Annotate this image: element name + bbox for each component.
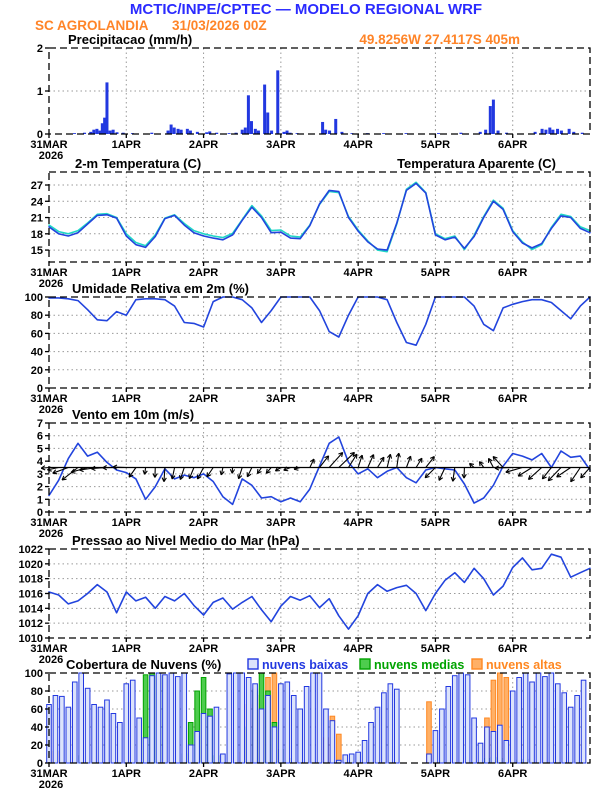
cloud-cover-title: Cobertura de Nuvens (%) bbox=[66, 657, 221, 672]
x-tick-label: 4APR bbox=[343, 768, 372, 780]
y-tick-label: 20 bbox=[31, 740, 43, 752]
y-tick-label: 6 bbox=[37, 431, 43, 443]
humidity-y-axis bbox=[25, 292, 49, 395]
y-tick-label: 21 bbox=[31, 213, 43, 225]
y-tick-label: 100 bbox=[25, 292, 43, 304]
y-tick-label: 80 bbox=[31, 310, 43, 322]
humidity-chart bbox=[25, 292, 590, 416]
x-tick-label: 31MAR bbox=[30, 267, 67, 279]
y-tick-label: 60 bbox=[31, 704, 43, 716]
x-tick-label: 6APR bbox=[498, 267, 527, 279]
station-label: SC AGROLANDIA bbox=[35, 18, 149, 33]
y-tick-label: 24 bbox=[31, 196, 44, 208]
x-axis-year: 2026 bbox=[39, 404, 63, 416]
run-datetime: 31/03/2026 00Z bbox=[172, 18, 267, 33]
y-tick-label: 40 bbox=[31, 722, 43, 734]
y-tick-label: 18 bbox=[31, 229, 43, 241]
y-tick-label: 15 bbox=[31, 245, 43, 257]
cloud-cover-chart bbox=[25, 668, 590, 791]
y-tick-label: 0 bbox=[37, 758, 43, 770]
x-tick-label: 3APR bbox=[266, 139, 295, 151]
y-tick-label: 100 bbox=[25, 668, 43, 680]
mid-clouds-swatch bbox=[360, 659, 370, 669]
y-tick-label: 0 bbox=[37, 129, 43, 141]
x-axis-year: 2026 bbox=[39, 278, 63, 290]
x-tick-label: 2APR bbox=[189, 393, 218, 405]
x-tick-label: 2APR bbox=[189, 139, 218, 151]
temperature-chart bbox=[30, 172, 590, 290]
x-tick-label: 3APR bbox=[266, 517, 295, 529]
y-tick-label: 40 bbox=[31, 347, 43, 359]
x-tick-label: 1APR bbox=[112, 139, 141, 151]
y-tick-label: 60 bbox=[31, 328, 43, 340]
y-tick-label: 1010 bbox=[19, 633, 43, 645]
y-tick-label: 1016 bbox=[19, 589, 43, 601]
x-tick-label: 4APR bbox=[343, 393, 372, 405]
wind-title: Vento em 10m (m/s) bbox=[72, 407, 194, 422]
y-tick-label: 7 bbox=[37, 418, 43, 430]
x-axis-year: 2026 bbox=[39, 528, 63, 540]
high-clouds-swatch bbox=[472, 659, 482, 669]
y-tick-label: 5 bbox=[37, 443, 43, 455]
x-axis-year: 2026 bbox=[39, 779, 63, 791]
y-tick-label: 2 bbox=[37, 482, 43, 494]
y-tick-label: 1022 bbox=[19, 544, 43, 556]
x-tick-label: 5APR bbox=[421, 267, 450, 279]
y-tick-label: 0 bbox=[37, 507, 43, 519]
y-tick-label: 1012 bbox=[19, 618, 43, 630]
x-tick-label: 3APR bbox=[266, 267, 295, 279]
x-tick-label: 5APR bbox=[421, 768, 450, 780]
apparent-temperature-title: Temperatura Aparente (C) bbox=[397, 156, 556, 171]
x-tick-label: 3APR bbox=[266, 768, 295, 780]
x-tick-label: 1APR bbox=[112, 267, 141, 279]
x-tick-label: 3APR bbox=[266, 393, 295, 405]
y-tick-label: 0 bbox=[37, 383, 43, 395]
temperature-y-axis bbox=[31, 180, 49, 257]
temperature-title: 2-m Temperatura (C) bbox=[75, 156, 201, 171]
x-tick-label: 2APR bbox=[189, 768, 218, 780]
x-tick-label: 31MAR bbox=[30, 643, 67, 655]
x-tick-label: 31MAR bbox=[30, 768, 67, 780]
pressure-chart bbox=[19, 544, 590, 666]
pressure-title: Pressao ao Nivel Medio do Mar (hPa) bbox=[72, 533, 300, 548]
x-tick-label: 6APR bbox=[498, 393, 527, 405]
humidity-title: Umidade Relativa em 2m (%) bbox=[72, 281, 249, 296]
x-tick-label: 5APR bbox=[421, 393, 450, 405]
x-tick-label: 1APR bbox=[112, 768, 141, 780]
x-tick-label: 6APR bbox=[498, 643, 527, 655]
x-tick-label: 3APR bbox=[266, 643, 295, 655]
y-tick-label: 1018 bbox=[19, 574, 43, 586]
low-clouds-swatch bbox=[248, 659, 258, 669]
x-tick-label: 6APR bbox=[498, 517, 527, 529]
x-tick-label: 1APR bbox=[112, 393, 141, 405]
x-tick-label: 4APR bbox=[343, 643, 372, 655]
y-tick-label: 1 bbox=[37, 86, 43, 98]
x-tick-label: 4APR bbox=[343, 139, 372, 151]
cloud-cover-x-axis bbox=[30, 763, 527, 791]
cloud-legend bbox=[248, 658, 562, 672]
page-title: MCTIC/INPE/CPTEC — MODELO REGIONAL WRF bbox=[130, 1, 482, 18]
x-axis-year: 2026 bbox=[39, 150, 63, 162]
precipitation-title: Precipitacao (mm/h) bbox=[68, 32, 192, 47]
precipitation-y-axis bbox=[37, 43, 49, 141]
y-tick-label: 27 bbox=[31, 180, 43, 192]
y-tick-label: 1 bbox=[37, 494, 43, 506]
x-tick-label: 31MAR bbox=[30, 139, 67, 151]
x-tick-label: 2APR bbox=[189, 643, 218, 655]
y-tick-label: 2 bbox=[37, 43, 43, 55]
x-tick-label: 4APR bbox=[343, 267, 372, 279]
cloud-cover-y-axis bbox=[25, 668, 49, 770]
high-clouds-label: nuvens altas bbox=[486, 658, 562, 672]
x-tick-label: 1APR bbox=[112, 643, 141, 655]
x-tick-label: 6APR bbox=[498, 139, 527, 151]
x-tick-label: 4APR bbox=[343, 517, 372, 529]
x-tick-label: 6APR bbox=[498, 768, 527, 780]
wind-chart bbox=[30, 418, 590, 540]
x-tick-label: 31MAR bbox=[30, 517, 67, 529]
station-coordinates: 49.8256W 27.4117S 405m bbox=[359, 32, 520, 47]
x-axis-year: 2026 bbox=[39, 654, 63, 666]
x-tick-label: 2APR bbox=[189, 517, 218, 529]
x-tick-label: 5APR bbox=[421, 517, 450, 529]
low-clouds-label: nuvens baixas bbox=[262, 658, 348, 672]
pressure-y-axis bbox=[19, 544, 49, 645]
x-tick-label: 2APR bbox=[189, 267, 218, 279]
mid-clouds-label: nuvens medias bbox=[374, 658, 464, 672]
x-tick-label: 1APR bbox=[112, 517, 141, 529]
x-tick-label: 31MAR bbox=[30, 393, 67, 405]
x-tick-label: 5APR bbox=[421, 139, 450, 151]
y-tick-label: 80 bbox=[31, 686, 43, 698]
y-tick-label: 4 bbox=[37, 456, 44, 468]
y-tick-label: 1020 bbox=[19, 559, 43, 571]
precipitation-chart bbox=[30, 43, 590, 162]
y-tick-label: 1014 bbox=[19, 603, 44, 615]
y-tick-label: 3 bbox=[37, 469, 43, 481]
x-tick-label: 5APR bbox=[421, 643, 450, 655]
y-tick-label: 20 bbox=[31, 365, 43, 377]
wind-y-axis bbox=[37, 418, 49, 519]
